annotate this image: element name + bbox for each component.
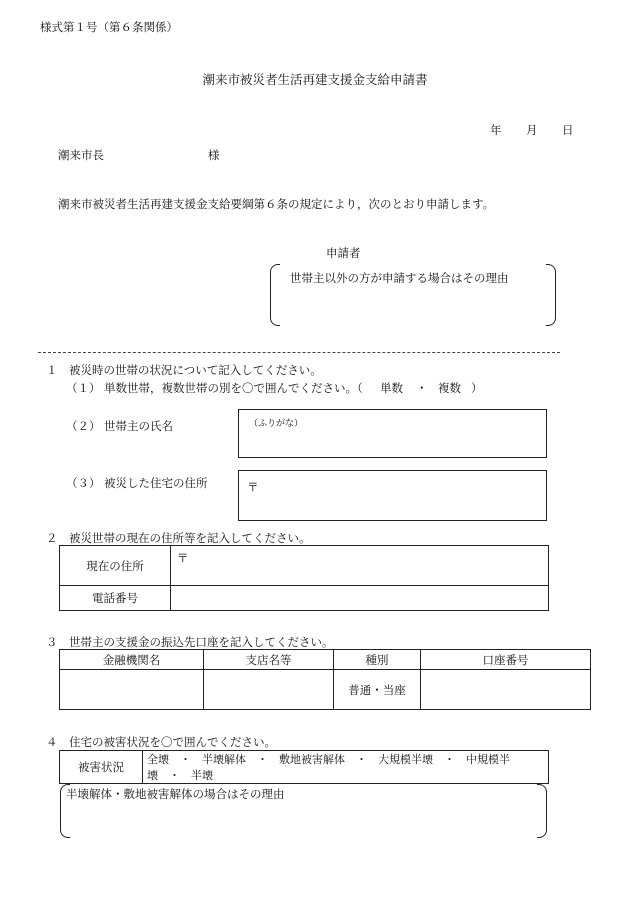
q1-close: ） — [471, 381, 483, 395]
intro-text: 潮来市被災者生活再建支援金支給要綱第６条の規定により，次のとおり申請します。 — [58, 197, 495, 211]
col-type: 種別 — [334, 650, 421, 670]
reason-bracket-right — [537, 784, 547, 838]
date-year: 年 — [490, 123, 502, 137]
bank-account-table — [59, 649, 591, 710]
applicant-label: 申請者 — [326, 246, 361, 260]
date-month: 月 — [526, 123, 538, 137]
account-type-field[interactable]: 普通・当座 — [334, 670, 421, 710]
bank-name-field[interactable] — [60, 670, 204, 710]
section3-heading: ３ 世帯主の支援金の振込先口座を記入してください。 — [46, 635, 334, 649]
bracket-right — [546, 264, 556, 326]
account-number-field[interactable] — [421, 670, 591, 710]
col-bank-name: 金融機関名 — [60, 650, 204, 670]
damage-status-options[interactable]: 全壊 ・ 半壊解体 ・ 敷地被害解体 ・ 大規模半壊 ・ 中規模半壊 ・ 半壊 — [143, 751, 549, 784]
q2-label: 世帯主の氏名 — [104, 419, 173, 433]
q3-label: 被災した住宅の住所 — [104, 476, 208, 490]
household-single-option[interactable]: 単数 — [380, 381, 403, 395]
applicant-reason-label: 世帯主以外の方が申請する場合はその理由 — [290, 271, 509, 285]
branch-field[interactable] — [204, 670, 334, 710]
date-day: 日 — [562, 123, 574, 137]
current-address-label: 現在の住所 — [60, 546, 171, 586]
phone-field[interactable] — [171, 586, 549, 611]
section2-heading: ２ 被災世帯の現在の住所等を記入してください。 — [46, 531, 311, 545]
addressee-honorific: 様 — [208, 148, 220, 162]
q1-text: 単数世帯，複数世帯の別を〇で囲んでください。（ — [104, 381, 363, 395]
col-account-number: 口座番号 — [421, 650, 591, 670]
damage-reason-label: 半壊解体・敷地被害解体の場合はその理由 — [66, 787, 285, 801]
form-reference: 様式第１号（第６条関係） — [40, 20, 178, 34]
q3-number: （３） — [66, 476, 101, 490]
section4-heading: ４ 住宅の被害状況を〇で囲んでください。 — [46, 735, 276, 749]
q2-number: （２） — [66, 419, 101, 433]
damaged-address-field[interactable] — [238, 470, 547, 521]
current-address-field[interactable]: 〒 — [171, 546, 549, 586]
q1-number: （１） — [66, 381, 101, 395]
damage-status-table — [59, 750, 549, 784]
furigana-label: （ふりがな） — [249, 419, 304, 429]
separator-line — [38, 352, 560, 353]
page-title: 潮来市被災者生活再建支援金支給申請書 — [202, 72, 428, 87]
householder-name-field[interactable] — [238, 409, 547, 458]
household-multiple-option[interactable]: 複数 — [438, 381, 461, 395]
addressee-name: 潮来市長 — [58, 148, 104, 162]
damage-status-label: 被害状況 — [60, 751, 143, 784]
phone-label: 電話番号 — [60, 586, 171, 611]
option-separator: ・ — [416, 381, 428, 395]
current-address-table — [59, 545, 549, 611]
section1-heading: １ 被災時の世帯の状況について記入してください。 — [46, 363, 322, 377]
bracket-left — [270, 264, 280, 326]
col-branch: 支店名等 — [204, 650, 334, 670]
postal-mark: 〒 — [247, 480, 259, 494]
